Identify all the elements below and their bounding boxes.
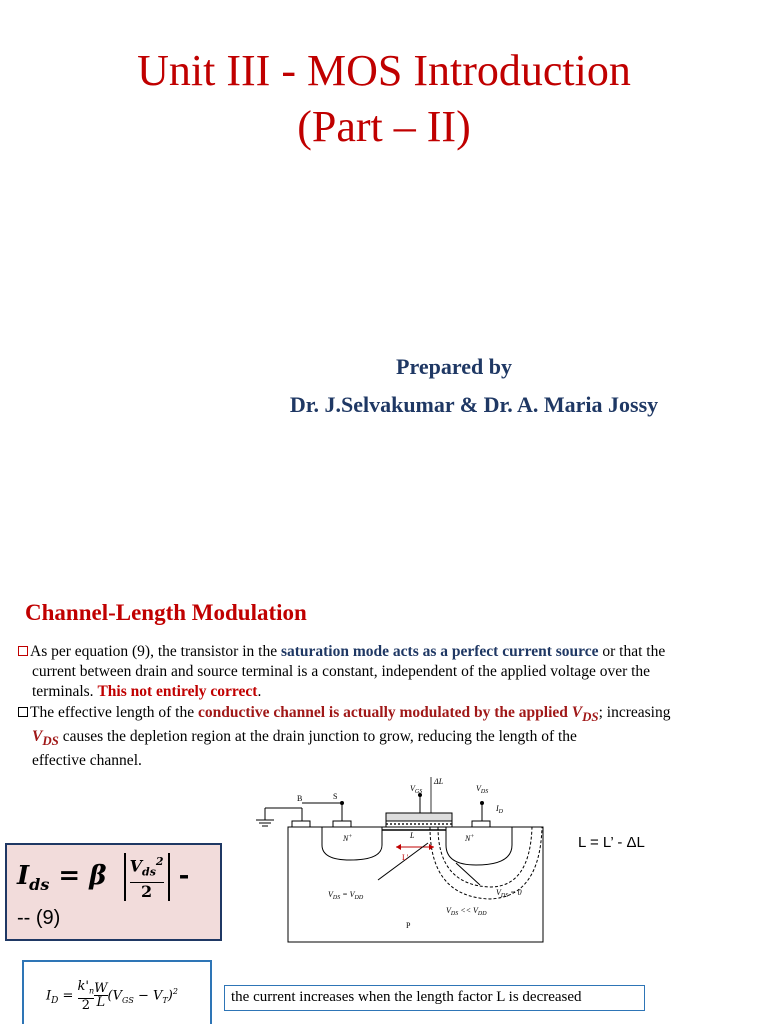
label-b: B xyxy=(297,794,303,803)
bullet2-highlight: conductive channel is actually modulated by the applied xyxy=(198,704,572,721)
bullet2-line2-var-sub: DS xyxy=(42,733,59,749)
bullet-saturation xyxy=(18,642,743,702)
gate-electrode xyxy=(386,813,452,821)
label-p: P xyxy=(406,921,411,930)
slide-title-line1: Unit III - MOS Introduction xyxy=(137,46,631,95)
label-s: S xyxy=(333,792,338,801)
bullet2-line3: effective channel. xyxy=(32,752,142,770)
body-contact xyxy=(292,821,310,827)
length-relation: L = L’ - ΔL xyxy=(578,834,645,851)
drain-n-region xyxy=(446,827,512,865)
prepared-by-label: Prepared by xyxy=(396,354,512,379)
equation-number: -- (9) xyxy=(17,907,61,929)
bullet2-text-post: ; increasing xyxy=(598,704,671,721)
bullet2-line2-text: causes the depletion region at the drain junction to grow, reducing the length of the xyxy=(58,728,577,746)
drain-contact xyxy=(472,821,490,827)
bullet1-text-pre: As per equation (9), the transistor in the xyxy=(30,643,281,660)
length-note-box: the current increases when the length factor L is decreased xyxy=(224,985,645,1011)
bullet1-line2: current between drain and source terminal is a constant, independent of the applied voltage over the xyxy=(32,663,651,680)
label-vds-ll-vdd: $V_{DS} << V_{DD}$ xyxy=(446,906,487,917)
bullet1-line3-post: . xyxy=(257,683,262,700)
bullet1-highlight: saturation mode acts as a perfect current source xyxy=(280,643,599,660)
label-id: $I_D$ xyxy=(496,804,504,815)
id-equation: $I_D$ = $\frac{k'_n}{2}$ $\frac{W}{L}$ $(V_{GS} - V_T)^2$ xyxy=(46,979,178,1013)
label-vgs: $V_{GS}$ xyxy=(410,784,423,795)
bullet-square-icon xyxy=(18,646,28,656)
bullet2-var: V xyxy=(571,704,583,721)
bullet1-line3-red: This not entirely correct xyxy=(97,683,258,700)
bullet1-line3-pre: terminals. xyxy=(32,683,98,700)
id-equation-box xyxy=(22,960,212,1024)
ids-equation: $I_{ds} = \beta$ $V_{ds}^2$ 2 - xyxy=(17,855,190,901)
bullet-square-icon xyxy=(18,707,28,717)
source-contact xyxy=(333,821,351,827)
source-n-region xyxy=(322,827,382,860)
gate-oxide xyxy=(386,821,452,827)
label-vds-zero: $V_{DS} = 0$ xyxy=(496,888,522,899)
section-title: Channel-Length Modulation xyxy=(25,600,307,625)
label-l: L xyxy=(410,831,415,840)
label-n-plus-source: N+ xyxy=(343,834,353,843)
bullet2-var-sub: DS xyxy=(582,709,599,725)
label-lprime: L' xyxy=(402,853,409,862)
bullet-effective-length xyxy=(18,703,743,771)
label-vds: $V_{DS}$ xyxy=(476,784,489,795)
bullet2-line2-var: V xyxy=(32,728,43,746)
bullet2-text-pre: The effective length of the xyxy=(30,704,198,721)
label-vds-vdd: $V_{DS} = V_{DD}$ xyxy=(328,890,364,901)
bullet1-text-post: or that the xyxy=(598,643,666,660)
ids-equation-box xyxy=(5,843,222,941)
slide-title-line2: (Part – II) xyxy=(297,102,471,151)
label-delta-l: ΔL xyxy=(434,777,444,786)
label-n-plus-drain: N+ xyxy=(465,834,475,843)
mosfet-channel-diagram xyxy=(250,775,550,950)
authors: Dr. J.Selvakumar & Dr. A. Maria Jossy xyxy=(289,392,659,417)
